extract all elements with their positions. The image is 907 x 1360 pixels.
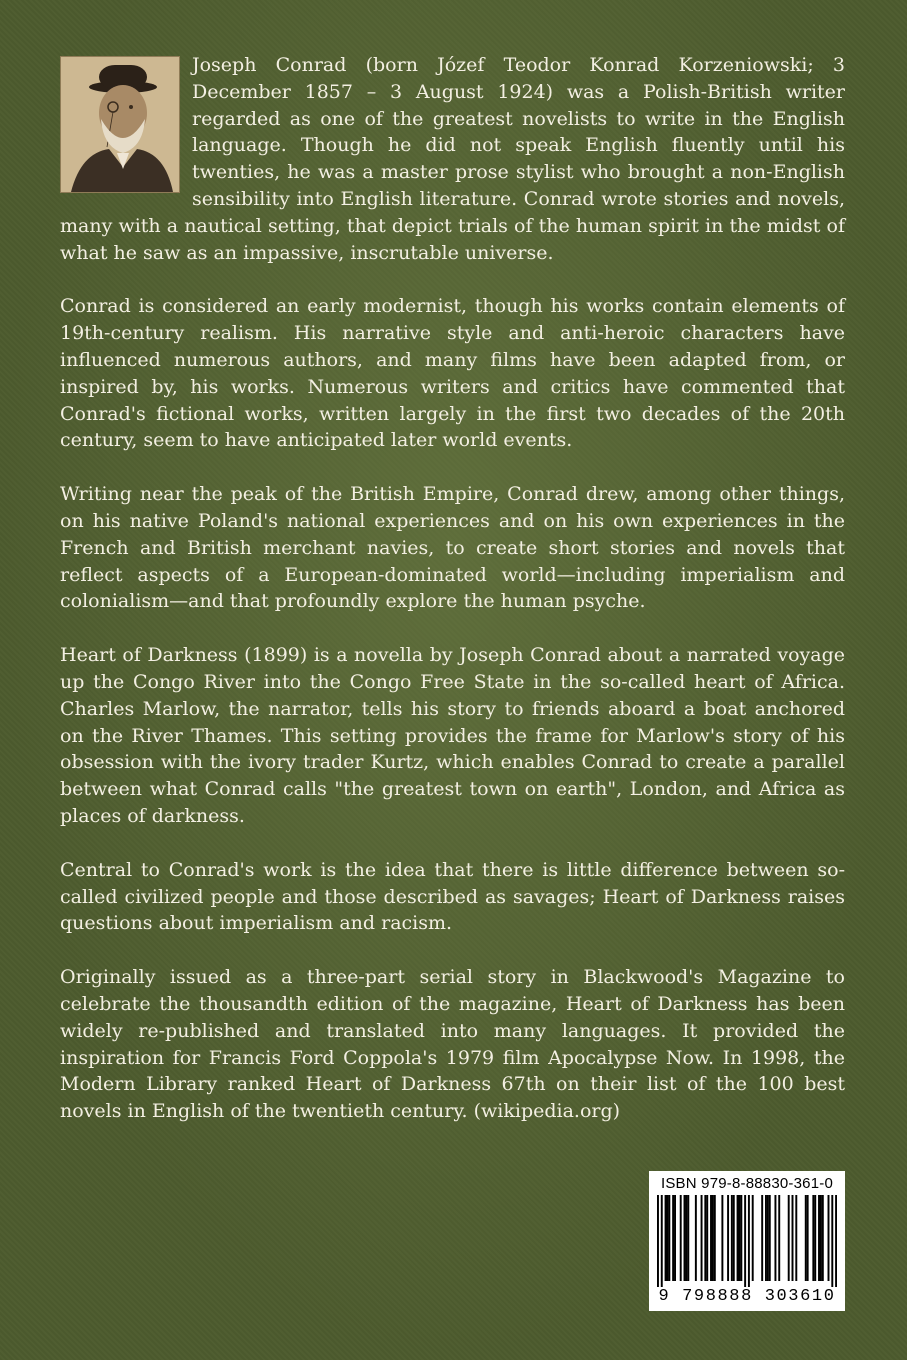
barcode-bar: [788, 1195, 790, 1281]
barcode-bar: [765, 1195, 767, 1281]
barcode-bar: [835, 1195, 837, 1287]
barcode-bar: [685, 1195, 687, 1281]
barcode-bar: [714, 1195, 716, 1281]
isbn-label: ISBN 979-8-88830-361-0: [660, 1175, 833, 1192]
barcode-bar: [695, 1195, 697, 1281]
barcode-bar: [704, 1195, 706, 1281]
barcode-digits: 9 798888 303610: [658, 1287, 836, 1306]
barcode-bar: [778, 1195, 780, 1281]
synopsis-paragraph-1: Heart of Darkness (1899) is a novella by Joseph Conrad about a narrated voyage up the Congo River into the Congo Free State in the so-called heart of Africa. Charles Marlow, the narrator, tells his story to friends aboard a boat anchored on the River Thames. This setting provides the frame for Marlow's story of his obsession with the ivory trader Kurtz, which enables Conrad to create a parallel between what Conrad calls "the greatest town on earth", London, and Africa as places of darkness.: [60, 644, 845, 827]
author-portrait-photo: [60, 56, 180, 193]
barcode-bar: [712, 1195, 714, 1281]
barcode-bar: [738, 1195, 740, 1281]
barcode-bar: [680, 1195, 682, 1281]
barcode-bar: [820, 1195, 822, 1281]
barcode-bar: [731, 1195, 733, 1281]
barcode-bar: [814, 1195, 816, 1281]
barcode-bar: [769, 1195, 771, 1281]
barcode-bar: [661, 1195, 663, 1287]
barcode-bar: [666, 1195, 668, 1281]
barcode-bar: [822, 1195, 824, 1281]
barcode-bar: [684, 1195, 686, 1281]
barcode-bar: [744, 1195, 746, 1287]
ean-barcode: [657, 1195, 837, 1287]
barcode-bar: [807, 1195, 809, 1281]
barcode-bar: [665, 1195, 667, 1281]
barcode-bar: [828, 1195, 830, 1281]
barcode-bar: [721, 1195, 723, 1281]
barcode-bar: [710, 1195, 712, 1281]
isbn-barcode-box: [649, 1171, 845, 1311]
barcode-bar: [831, 1195, 833, 1287]
synopsis-paragraph-2: Central to Conrad's work is the idea that there is little difference between so-called civilized people and those described as savages; Heart of Darkness raises questions about imperialism and racism.: [60, 858, 845, 935]
barcode-bar: [737, 1195, 739, 1281]
barcode-bar: [727, 1195, 729, 1281]
barcode-bar: [818, 1195, 820, 1281]
barcode-bar: [767, 1195, 769, 1281]
barcode-bar: [774, 1195, 776, 1281]
barcode-bar: [701, 1195, 703, 1281]
barcode-bar: [733, 1195, 735, 1281]
barcode-bar: [740, 1195, 742, 1281]
barcode-bar: [668, 1195, 670, 1281]
bio-paragraph-3: Writing near the peak of the British Empire, Conrad drew, among other things, on his native Poland's national experiences and on his own experiences in the French and British merchant navies, to create short stories and novels that reflect aspects of a European-dominated world—including imperialism and colonialism—and that profoundly explore the human psyche.: [60, 483, 845, 613]
barcode-bar: [687, 1195, 689, 1281]
barcode-bar: [706, 1195, 708, 1281]
barcode-bar: [805, 1195, 807, 1281]
barcode-bar: [672, 1195, 674, 1281]
barcode-bar: [792, 1195, 794, 1281]
synopsis-paragraph-3: Originally issued as a three-part serial story in Blackwood's Magazine to celebrate the thousandth edition of the magazine, Heart of Darkness has been widely re-published and translated into many languages. It provided the inspiration for Francis Ford Coppola's 1979 film Apocalypse Now. In 1998, the Modern Library ranked Heart of Darkness 67th on their list of the 100 best novels in English of the twentieth century. (wikipedia.org): [60, 966, 845, 1123]
bio-paragraph-2: Conrad is considered an early modernist, though his works contain elements of 19th-century realism. His narrative style and anti-heroic characters have influenced numerous authors, and many films have been adapted from, or inspired by, his works. Numerous writers and critics have commented that Conrad's fictional works, written largely in the first two decades of the 20th century, seem to have anticipated later world events.: [60, 295, 845, 452]
barcode-bar: [795, 1195, 797, 1281]
barcode-bar: [752, 1195, 754, 1281]
barcode-bar: [761, 1195, 763, 1281]
bio-paragraph-1: Joseph Conrad (born Józef Teodor Konrad Korzeniowski; 3 December 1857 – 3 August 1924) was a Polish-British writer regarded as one of the greatest novelists to write in the English language. Though he did not speak English fluently until his twenties, he was a master prose stylist who brought a non-English sensibility into English literature. Conrad wrote stories and novels, many with a nautical setting, that depict trials of the human spirit in the midst of what he saw as an impassive, inscrutable universe.: [60, 54, 845, 264]
barcode-bar: [748, 1195, 750, 1287]
back-cover-text: [60, 52, 845, 1152]
barcode-bar: [674, 1195, 676, 1281]
barcode-bar: [812, 1195, 814, 1281]
barcode-bar: [657, 1195, 659, 1287]
